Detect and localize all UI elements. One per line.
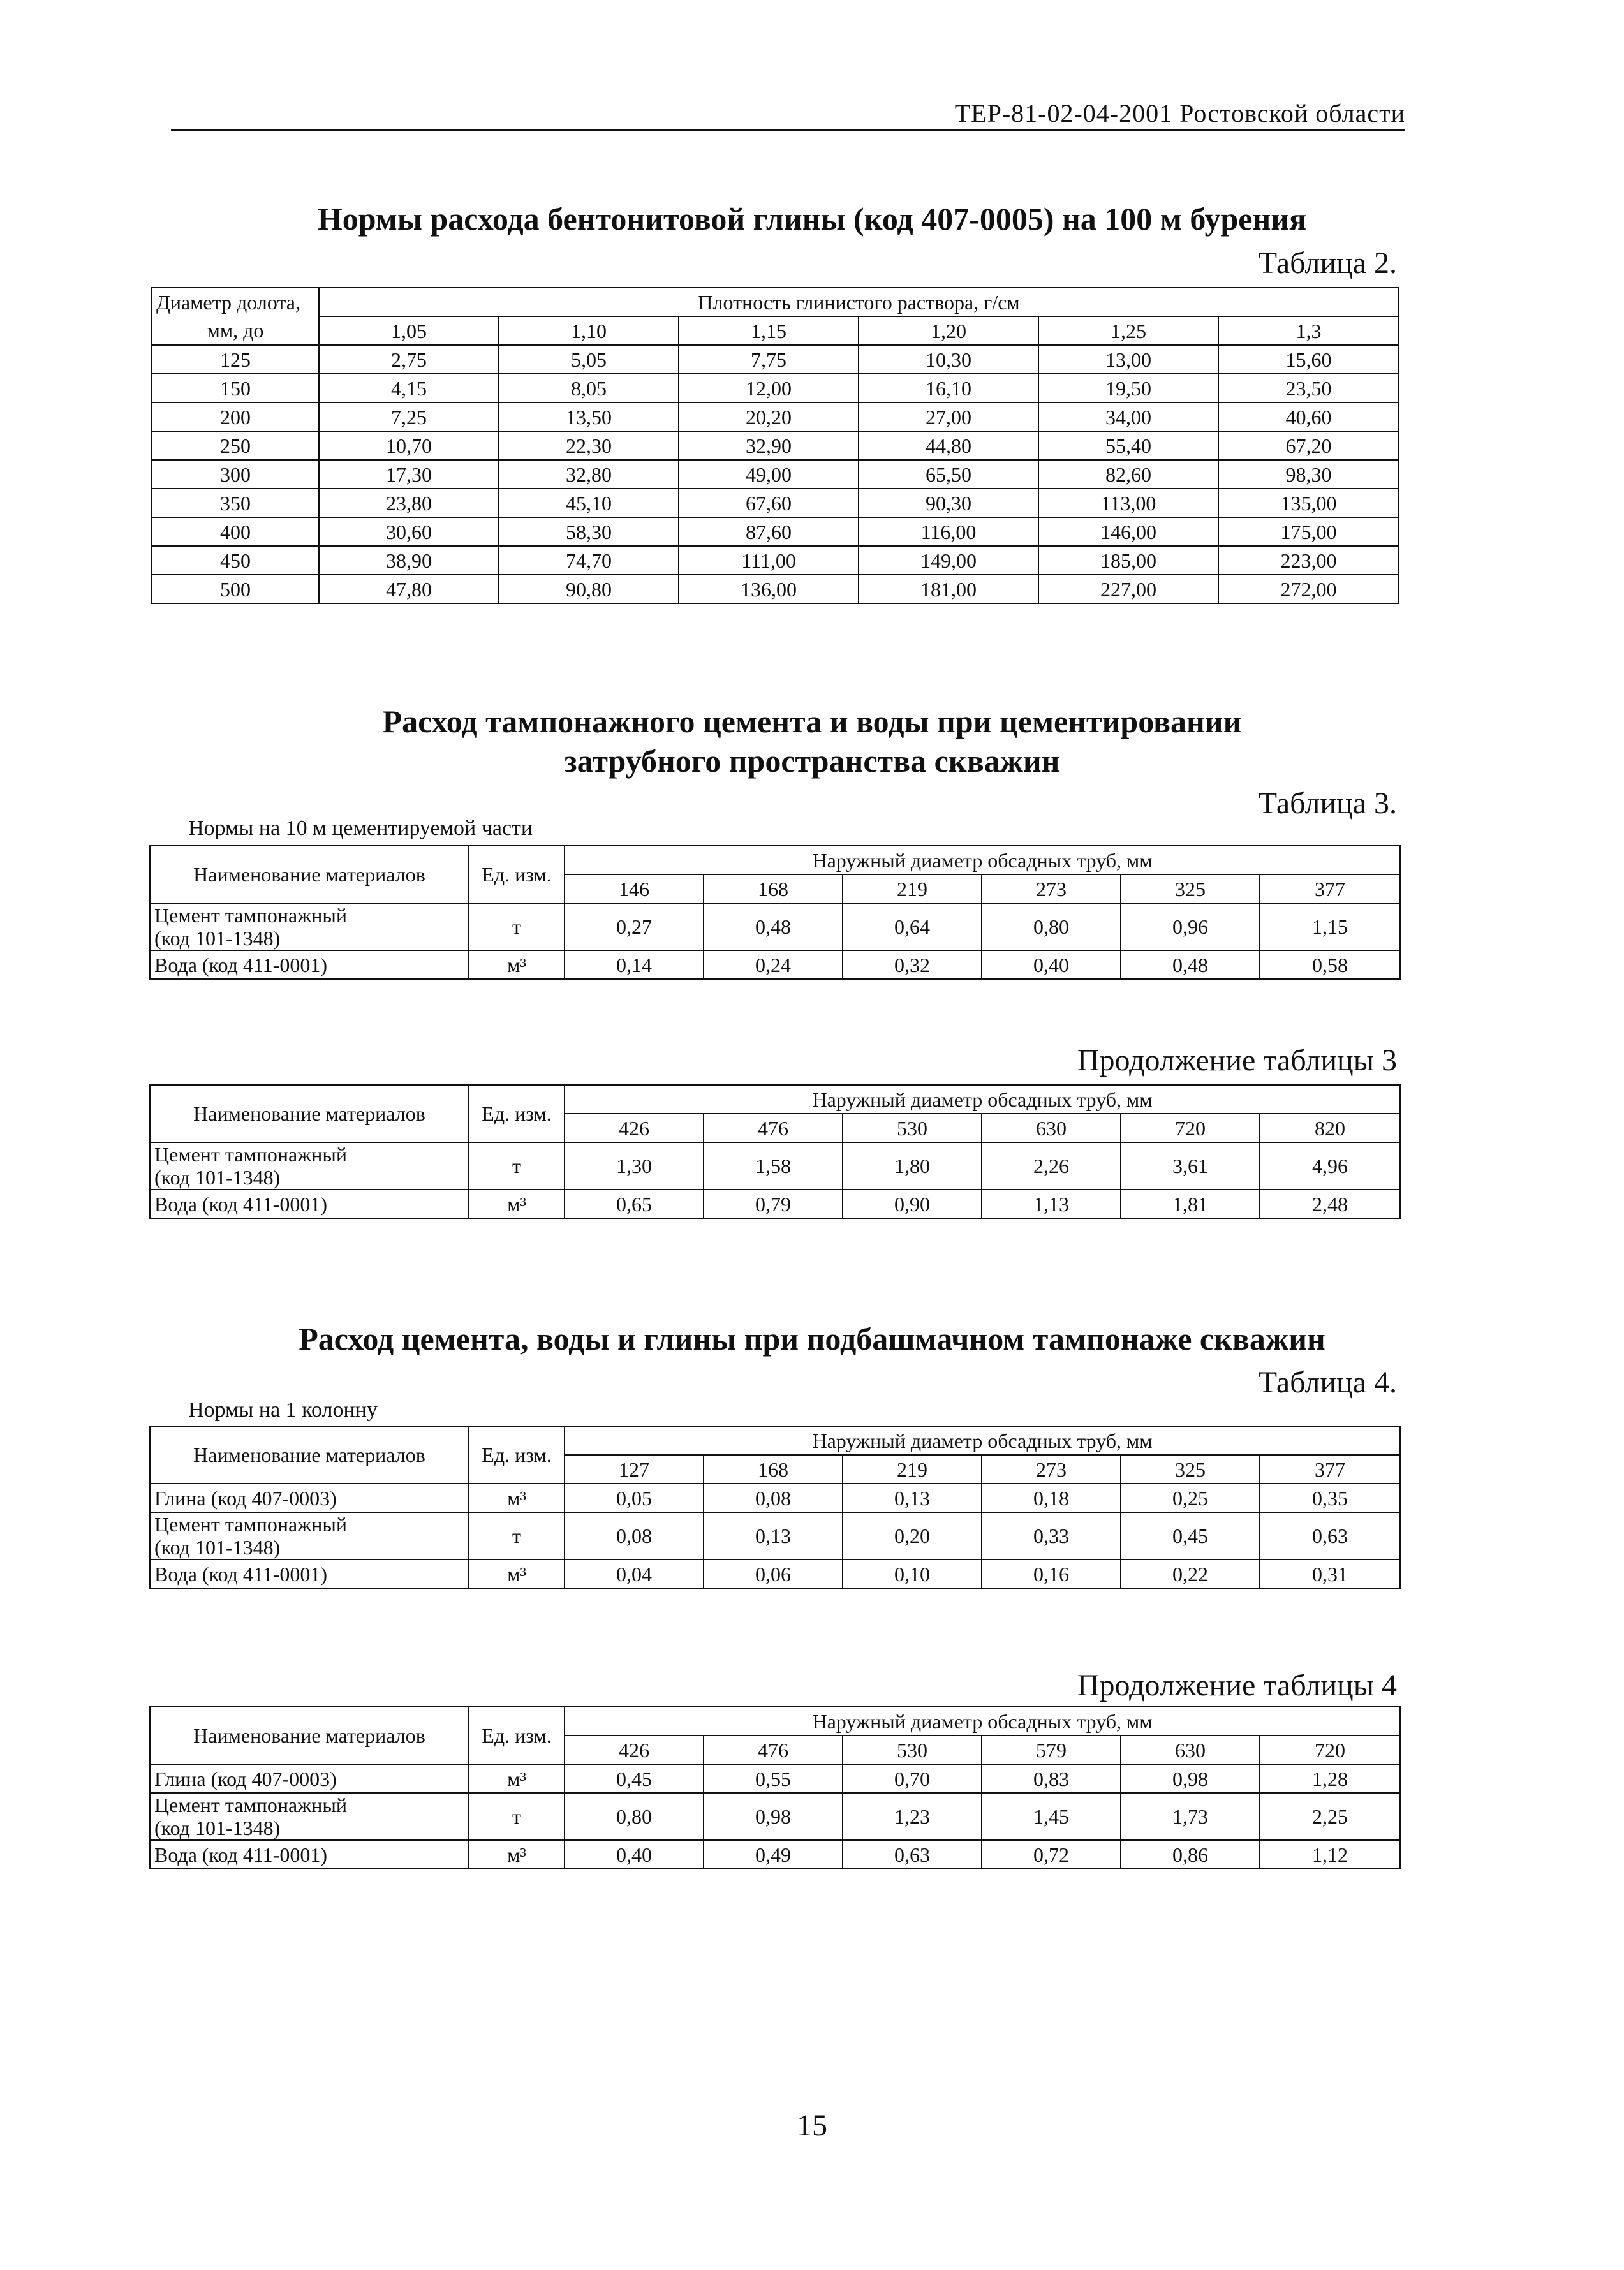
- material-name: Вода (код 411-0001): [154, 953, 327, 977]
- table2-title: Нормы расхода бентонитовой глины (код 407-0005) на 100 м бурения: [317, 201, 1307, 237]
- table2-value-cell: 272,00: [1218, 575, 1399, 603]
- value-cell: 0,98: [1121, 1764, 1260, 1793]
- value-cell: 0,06: [704, 1559, 843, 1588]
- table-row: [152, 374, 1399, 402]
- table2-value-cell: 47,80: [319, 575, 499, 603]
- material-name: Цемент тампонажный: [154, 1513, 348, 1536]
- table2-density-header: 1,20: [859, 316, 1038, 345]
- table2-diameter-cell: 200: [152, 402, 319, 431]
- table4-title: Расход цемента, воды и глины при подбашмачном тампонаже скважин: [299, 1321, 1325, 1357]
- material-name-cell: [150, 1190, 469, 1218]
- diameter-header: 476: [704, 1736, 843, 1764]
- material-name-cell: [150, 1764, 469, 1793]
- table-row: [150, 1190, 1400, 1218]
- table2-value-cell: 32,90: [679, 431, 859, 460]
- value-cell: 0,13: [704, 1512, 843, 1559]
- table-row: [150, 903, 1400, 950]
- table3-continuation-label: Продолжение таблицы 3: [1077, 1043, 1397, 1077]
- material-name: Глина (код 407-0003): [154, 1767, 337, 1790]
- value-cell: 0,32: [843, 950, 982, 979]
- value-cell: 0,04: [565, 1559, 704, 1588]
- unit-cell: м³: [469, 1559, 565, 1588]
- table2-value-cell: 5,05: [499, 345, 679, 374]
- table-row: [152, 546, 1399, 575]
- table-row: [152, 431, 1399, 460]
- diameter-header: 219: [843, 874, 982, 903]
- value-cell: 0,05: [565, 1484, 704, 1512]
- table2-value-cell: 111,00: [679, 546, 859, 575]
- table2-density-header: 1,10: [499, 316, 679, 345]
- value-cell: 1,30: [565, 1142, 704, 1190]
- unit-cell: т: [469, 1512, 565, 1559]
- table2-diameter-cell: 250: [152, 431, 319, 460]
- table-row: [150, 1793, 1400, 1840]
- table2-density-header: 1,25: [1038, 316, 1218, 345]
- value-cell: 0,18: [982, 1484, 1121, 1512]
- value-cell: 0,40: [982, 950, 1121, 979]
- value-cell: 0,96: [1121, 903, 1260, 950]
- value-cell: 0,35: [1260, 1484, 1400, 1512]
- table2-value-cell: 8,05: [499, 374, 679, 402]
- diameter-header: 168: [704, 1455, 843, 1484]
- table2-value-cell: 90,30: [859, 489, 1038, 517]
- value-cell: 0,45: [1121, 1512, 1260, 1559]
- table-row: [152, 575, 1399, 603]
- table2-value-cell: 7,75: [679, 345, 859, 374]
- table2-value-cell: 223,00: [1218, 546, 1399, 575]
- value-cell: 0,70: [843, 1764, 982, 1793]
- diameter-header: 325: [1121, 874, 1260, 903]
- diameter-header: 377: [1260, 1455, 1400, 1484]
- diameter-header: 426: [565, 1114, 704, 1142]
- table-row: [150, 950, 1400, 979]
- value-cell: 0,48: [1121, 950, 1260, 979]
- material-name-cell: [150, 950, 469, 979]
- value-cell: 2,25: [1260, 1793, 1400, 1840]
- document-header: ТЕР-81-02-04-2001 Ростовской области: [171, 99, 1405, 131]
- unit-cell: т: [469, 1793, 565, 1840]
- diameter-group-header: Наружный диаметр обсадных труб, мм: [565, 1085, 1400, 1114]
- table2-value-cell: 67,20: [1218, 431, 1399, 460]
- diameter-header: 530: [843, 1736, 982, 1764]
- value-cell: 0,58: [1260, 950, 1400, 979]
- table2-value-cell: 40,60: [1218, 402, 1399, 431]
- value-cell: 0,40: [565, 1840, 704, 1869]
- table2-value-cell: 135,00: [1218, 489, 1399, 517]
- table2-value-cell: 13,00: [1038, 345, 1218, 374]
- table2-value-cell: 4,15: [319, 374, 499, 402]
- table2-label: Таблица 2.: [1258, 246, 1397, 280]
- unit-cell: м³: [469, 950, 565, 979]
- table3-label: Таблица 3.: [1258, 786, 1397, 820]
- table2-col0-header-line1: Диаметр долота,: [152, 288, 319, 316]
- value-cell: 0,63: [1260, 1512, 1400, 1559]
- table2-value-cell: 2,75: [319, 345, 499, 374]
- diameter-header: 219: [843, 1455, 982, 1484]
- table2-diameter-cell: 450: [152, 546, 319, 575]
- table2-value-cell: 27,00: [859, 402, 1038, 431]
- table2-value-cell: 146,00: [1038, 517, 1218, 546]
- value-cell: 0,64: [843, 903, 982, 950]
- value-cell: 0,80: [982, 903, 1121, 950]
- table3: [149, 845, 1401, 980]
- material-code: (код 101-1348): [154, 927, 281, 950]
- unit-header: Ед. изм.: [469, 1426, 565, 1484]
- table2-value-cell: 116,00: [859, 517, 1038, 546]
- value-cell: 1,58: [704, 1142, 843, 1190]
- table2-value-cell: 30,60: [319, 517, 499, 546]
- page-number: 15: [797, 2109, 827, 2142]
- table-row: [150, 1484, 1400, 1512]
- material-name: Вода (код 411-0001): [154, 1562, 327, 1586]
- table2-value-cell: 49,00: [679, 460, 859, 489]
- material-name: Цемент тампонажный: [154, 904, 348, 927]
- diameter-header: 377: [1260, 874, 1400, 903]
- table2-value-cell: 13,50: [499, 402, 679, 431]
- table2-value-cell: 19,50: [1038, 374, 1218, 402]
- value-cell: 0,20: [843, 1512, 982, 1559]
- table2-value-cell: 185,00: [1038, 546, 1218, 575]
- value-cell: 1,23: [843, 1793, 982, 1840]
- value-cell: 1,13: [982, 1190, 1121, 1218]
- table2-diameter-cell: 300: [152, 460, 319, 489]
- material-name: Вода (код 411-0001): [154, 1843, 327, 1866]
- value-cell: 0,79: [704, 1190, 843, 1218]
- table-row: [150, 1512, 1400, 1559]
- table2-value-cell: 65,50: [859, 460, 1038, 489]
- table4-label: Таблица 4.: [1258, 1366, 1397, 1399]
- table2-diameter-cell: 150: [152, 374, 319, 402]
- table2-value-cell: 34,00: [1038, 402, 1218, 431]
- table2-value-cell: 44,80: [859, 431, 1038, 460]
- table2-value-cell: 181,00: [859, 575, 1038, 603]
- unit-cell: м³: [469, 1190, 565, 1218]
- table2-value-cell: 67,60: [679, 489, 859, 517]
- material-name-cell: [150, 1793, 469, 1840]
- value-cell: 0,14: [565, 950, 704, 979]
- material-name: Вода (код 411-0001): [154, 1192, 327, 1216]
- value-cell: 0,72: [982, 1840, 1121, 1869]
- material-name-cell: [150, 1484, 469, 1512]
- material-code: (код 101-1348): [154, 1817, 281, 1839]
- value-cell: 4,96: [1260, 1142, 1400, 1190]
- table2-value-cell: 12,00: [679, 374, 859, 402]
- diameter-header: 273: [982, 874, 1121, 903]
- table2-value-cell: 16,10: [859, 374, 1038, 402]
- value-cell: 2,26: [982, 1142, 1121, 1190]
- table4-continuation: [149, 1706, 1401, 1869]
- materials-name-header: Наименование материалов: [150, 846, 469, 903]
- table2-value-cell: 55,40: [1038, 431, 1218, 460]
- diameter-header: 720: [1121, 1114, 1260, 1142]
- table2-value-cell: 90,80: [499, 575, 679, 603]
- table2-value-cell: 74,70: [499, 546, 679, 575]
- diameter-header: 630: [982, 1114, 1121, 1142]
- material-name: Глина (код 407-0003): [154, 1486, 337, 1510]
- value-cell: 3,61: [1121, 1142, 1260, 1190]
- table4-continuation-label: Продолжение таблицы 4: [1077, 1669, 1397, 1702]
- table2-value-cell: 45,10: [499, 489, 679, 517]
- material-name-cell: [150, 1559, 469, 1588]
- table2-value-cell: 58,30: [499, 517, 679, 546]
- value-cell: 0,13: [843, 1484, 982, 1512]
- diameter-header: 325: [1121, 1455, 1260, 1484]
- table2-value-cell: 98,30: [1218, 460, 1399, 489]
- value-cell: 0,08: [704, 1484, 843, 1512]
- unit-header: Ед. изм.: [469, 1085, 565, 1142]
- table2-value-cell: 113,00: [1038, 489, 1218, 517]
- table4: [149, 1426, 1401, 1589]
- table2-diameter-cell: 125: [152, 345, 319, 374]
- diameter-header: 476: [704, 1114, 843, 1142]
- diameter-header: 426: [565, 1736, 704, 1764]
- table-row: [150, 1142, 1400, 1190]
- value-cell: 0,80: [565, 1793, 704, 1840]
- value-cell: 1,73: [1121, 1793, 1260, 1840]
- material-code: (код 101-1348): [154, 1166, 281, 1189]
- diameter-header: 630: [1121, 1736, 1260, 1764]
- table2-value-cell: 10,30: [859, 345, 1038, 374]
- table3-continuation: [149, 1084, 1401, 1219]
- value-cell: 2,48: [1260, 1190, 1400, 1218]
- material-name: Цемент тампонажный: [154, 1794, 348, 1817]
- unit-cell: т: [469, 1142, 565, 1190]
- value-cell: 0,98: [704, 1793, 843, 1840]
- table2-value-cell: 175,00: [1218, 517, 1399, 546]
- table2-value-cell: 15,60: [1218, 345, 1399, 374]
- materials-name-header: Наименование материалов: [150, 1426, 469, 1484]
- table-row: [152, 402, 1399, 431]
- table2-diameter-cell: 500: [152, 575, 319, 603]
- diameter-group-header: Наружный диаметр обсадных труб, мм: [565, 1707, 1400, 1736]
- value-cell: 0,22: [1121, 1559, 1260, 1588]
- table2-value-cell: 20,20: [679, 402, 859, 431]
- value-cell: 0,24: [704, 950, 843, 979]
- unit-cell: м³: [469, 1840, 565, 1869]
- value-cell: 0,33: [982, 1512, 1121, 1559]
- materials-name-header: Наименование материалов: [150, 1707, 469, 1764]
- table2-col0-header-line2: мм, до: [152, 316, 319, 345]
- table2-value-cell: 23,50: [1218, 374, 1399, 402]
- diameter-header: 146: [565, 874, 704, 903]
- table-row: [150, 1764, 1400, 1793]
- table2-value-cell: 82,60: [1038, 460, 1218, 489]
- table-row: [150, 1840, 1400, 1869]
- table2-value-cell: 227,00: [1038, 575, 1218, 603]
- value-cell: 0,08: [565, 1512, 704, 1559]
- table2-density-header: 1,15: [679, 316, 859, 345]
- diameter-group-header: Наружный диаметр обсадных труб, мм: [565, 1426, 1400, 1455]
- table2-group-header: Плотность глинистого раствора, г/см: [319, 288, 1399, 316]
- table2-value-cell: 23,80: [319, 489, 499, 517]
- table4-note: Нормы на 1 колонну: [188, 1398, 378, 1422]
- table2-density-header: 1,3: [1218, 316, 1399, 345]
- value-cell: 1,28: [1260, 1764, 1400, 1793]
- table2-value-cell: 38,90: [319, 546, 499, 575]
- table3-title-line1: Расход тампонажного цемента и воды при цементировании: [382, 704, 1242, 739]
- table-row: [152, 517, 1399, 546]
- value-cell: 1,45: [982, 1793, 1121, 1840]
- diameter-group-header: Наружный диаметр обсадных труб, мм: [565, 846, 1400, 874]
- table2-value-cell: 17,30: [319, 460, 499, 489]
- value-cell: 0,25: [1121, 1484, 1260, 1512]
- value-cell: 0,90: [843, 1190, 982, 1218]
- diameter-header: 530: [843, 1114, 982, 1142]
- table-row: [152, 489, 1399, 517]
- value-cell: 0,86: [1121, 1840, 1260, 1869]
- diameter-header: 720: [1260, 1736, 1400, 1764]
- diameter-header: 127: [565, 1455, 704, 1484]
- material-code: (код 101-1348): [154, 1536, 281, 1559]
- value-cell: 0,31: [1260, 1559, 1400, 1588]
- value-cell: 0,49: [704, 1840, 843, 1869]
- value-cell: 0,55: [704, 1764, 843, 1793]
- table2-value-cell: 149,00: [859, 546, 1038, 575]
- value-cell: 0,45: [565, 1764, 704, 1793]
- unit-header: Ед. изм.: [469, 1707, 565, 1764]
- unit-header: Ед. изм.: [469, 846, 565, 903]
- table2-value-cell: 22,30: [499, 431, 679, 460]
- table2-density-header: 1,05: [319, 316, 499, 345]
- table2-diameter-cell: 400: [152, 517, 319, 546]
- diameter-header: 273: [982, 1455, 1121, 1484]
- table-row: [150, 1559, 1400, 1588]
- table2-value-cell: 32,80: [499, 460, 679, 489]
- table2-value-cell: 7,25: [319, 402, 499, 431]
- material-name-cell: [150, 903, 469, 950]
- value-cell: 1,80: [843, 1142, 982, 1190]
- table-row: [152, 460, 1399, 489]
- value-cell: 0,27: [565, 903, 704, 950]
- material-name-cell: [150, 1840, 469, 1869]
- materials-name-header: Наименование материалов: [150, 1085, 469, 1142]
- material-name: Цемент тампонажный: [154, 1143, 348, 1166]
- table2-value-cell: 87,60: [679, 517, 859, 546]
- value-cell: 0,83: [982, 1764, 1121, 1793]
- table2-diameter-cell: 350: [152, 489, 319, 517]
- material-name-cell: [150, 1512, 469, 1559]
- diameter-header: 168: [704, 874, 843, 903]
- diameter-header: 579: [982, 1736, 1121, 1764]
- table3-note: Нормы на 10 м цементируемой части: [188, 816, 533, 840]
- material-name-cell: [150, 1142, 469, 1190]
- table-row: [152, 345, 1399, 374]
- value-cell: 1,81: [1121, 1190, 1260, 1218]
- value-cell: 0,10: [843, 1559, 982, 1588]
- table2-body: [152, 345, 1399, 603]
- value-cell: 0,63: [843, 1840, 982, 1869]
- table2: [151, 287, 1399, 604]
- table2-value-cell: 136,00: [679, 575, 859, 603]
- unit-cell: м³: [469, 1484, 565, 1512]
- table2-value-cell: 10,70: [319, 431, 499, 460]
- value-cell: 0,65: [565, 1190, 704, 1218]
- value-cell: 1,12: [1260, 1840, 1400, 1869]
- unit-cell: м³: [469, 1764, 565, 1793]
- value-cell: 0,16: [982, 1559, 1121, 1588]
- value-cell: 0,48: [704, 903, 843, 950]
- unit-cell: т: [469, 903, 565, 950]
- diameter-header: 820: [1260, 1114, 1400, 1142]
- table3-title-line2: затрубного пространства скважин: [564, 743, 1060, 779]
- value-cell: 1,15: [1260, 903, 1400, 950]
